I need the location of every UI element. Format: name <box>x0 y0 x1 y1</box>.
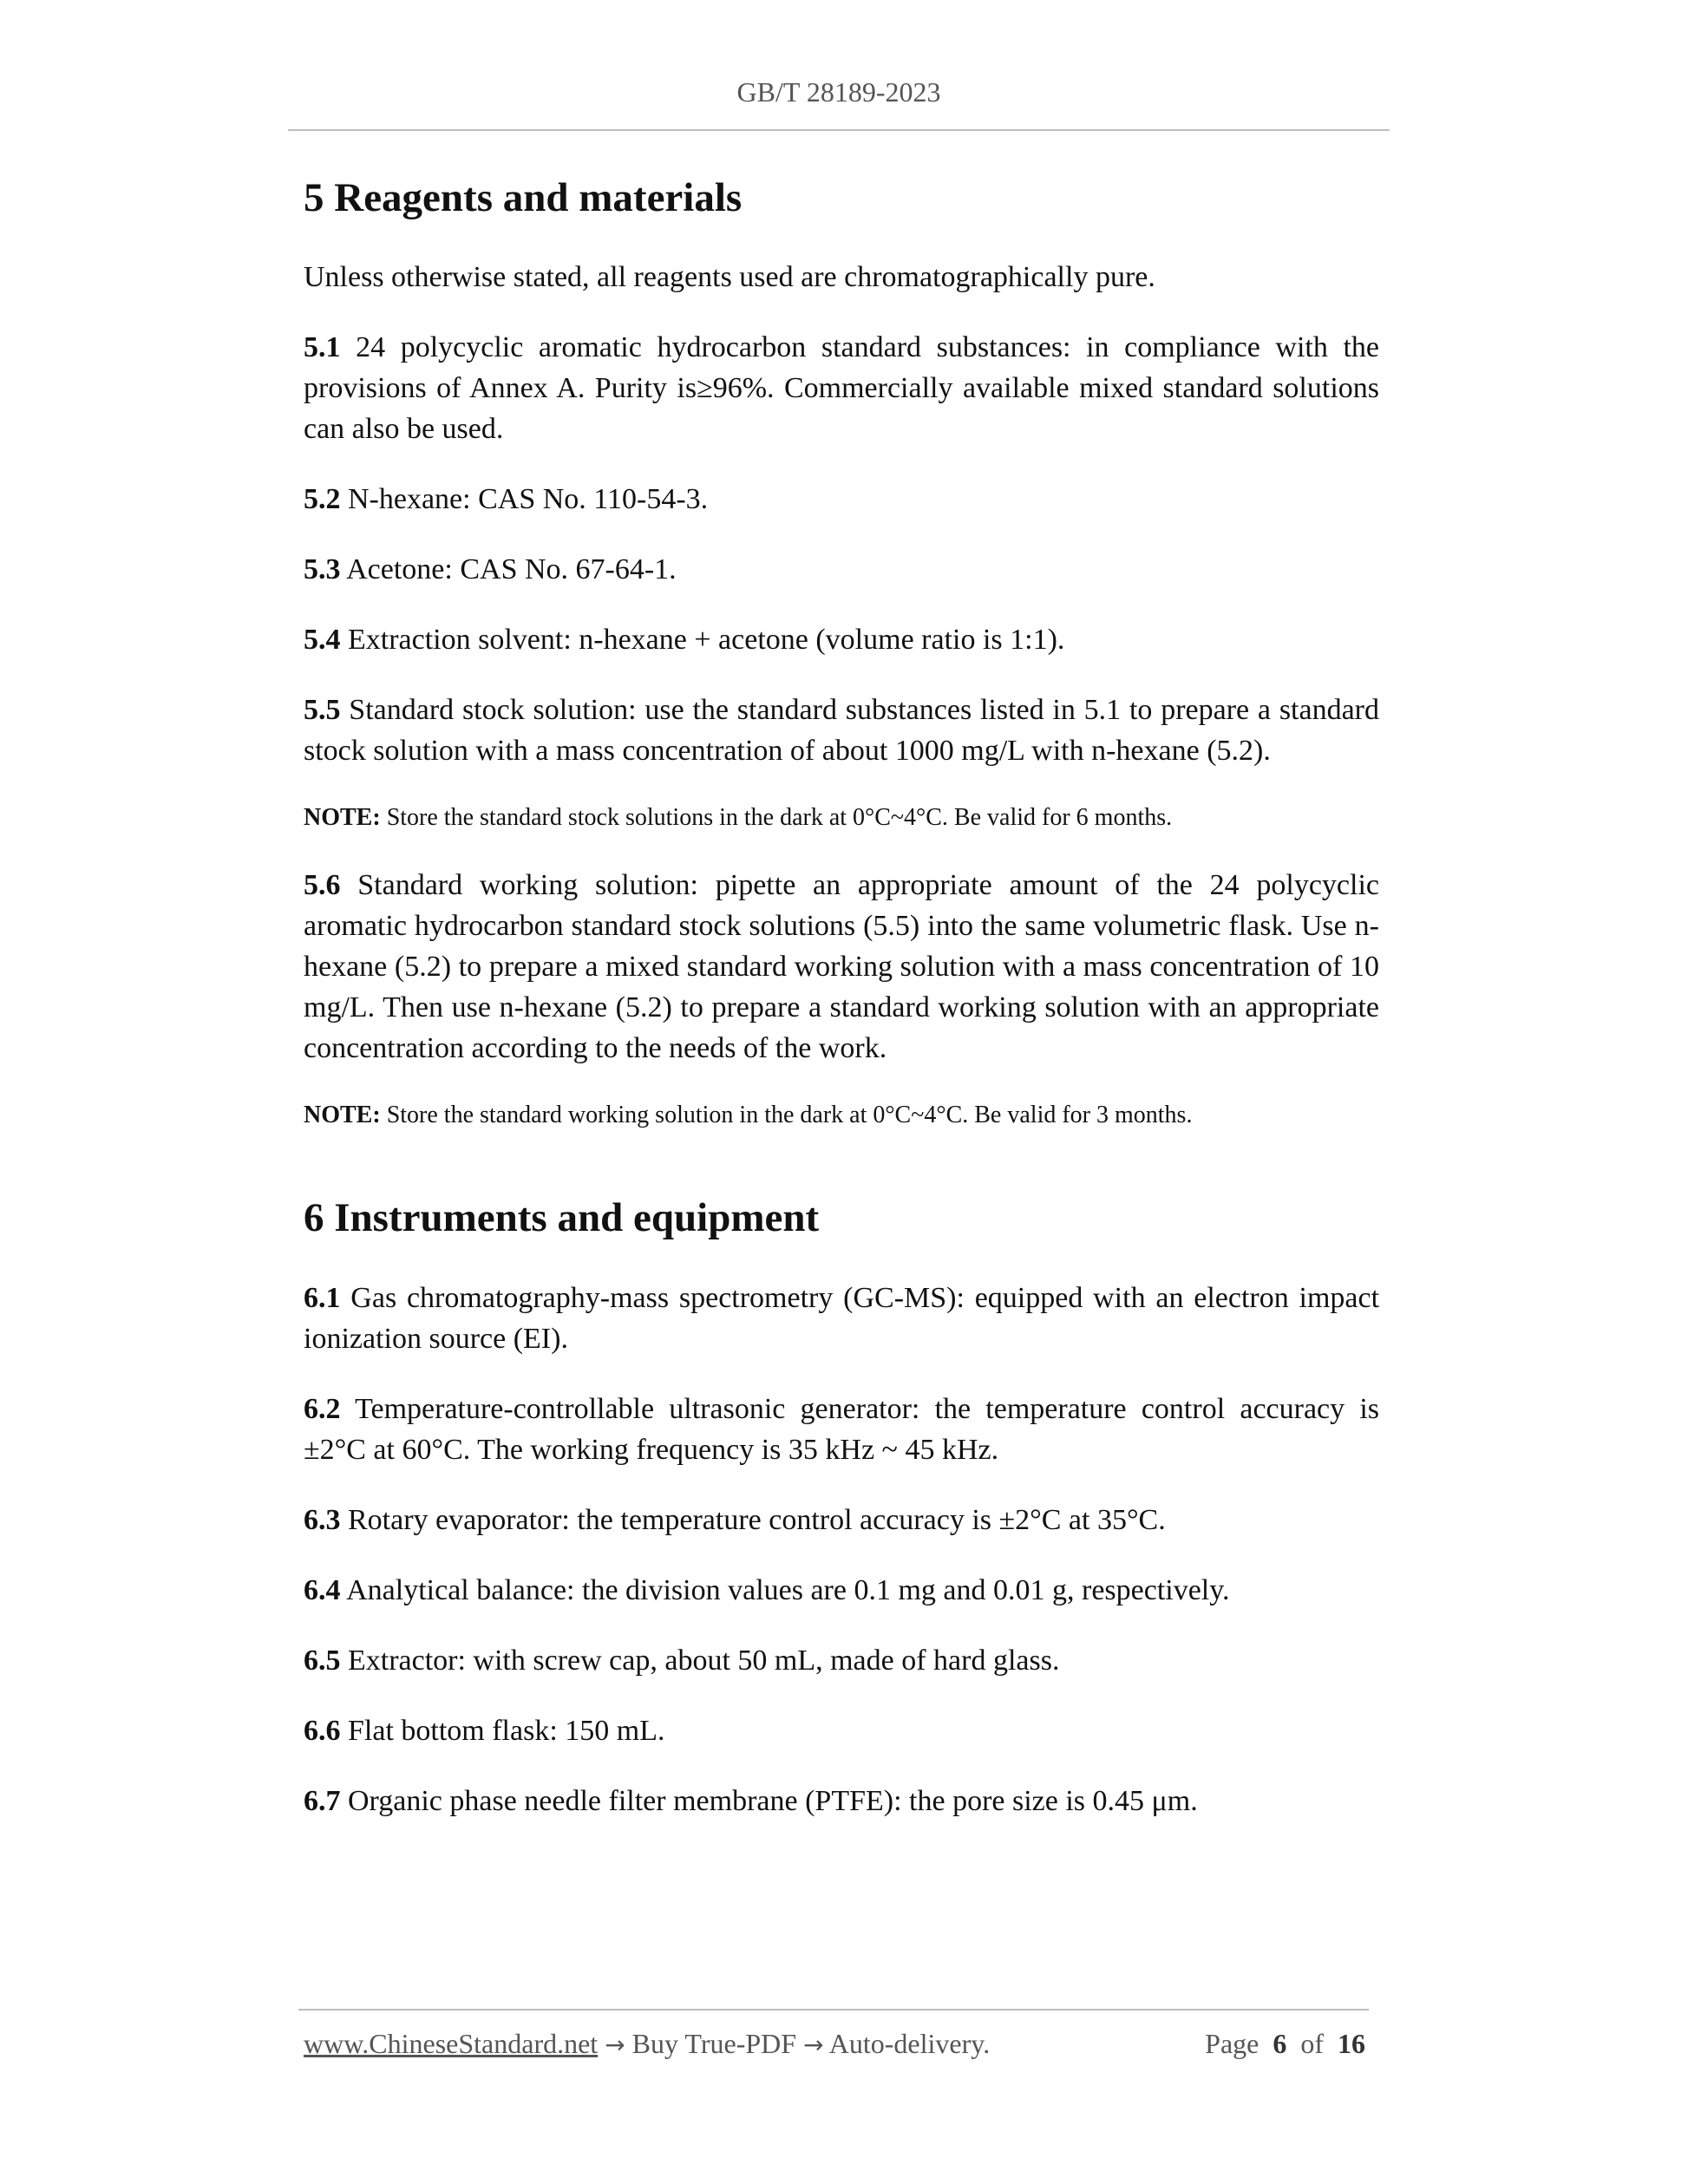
total-pages: 16 <box>1338 2028 1365 2059</box>
chinesestandard-link[interactable]: www.ChineseStandard.net <box>304 2028 599 2059</box>
clause-number: 5.6 <box>304 869 341 902</box>
clause-6-4 <box>304 1570 1379 1611</box>
page-word: Page <box>1205 2028 1259 2059</box>
clause-number: 6.1 <box>304 1281 341 1314</box>
clause-number: 5.2 <box>304 483 341 516</box>
clause-text: Flat bottom flask: 150 mL. <box>348 1714 665 1747</box>
section-5-heading: 5 Reagents and materials <box>304 175 743 220</box>
clause-text: Organic phase needle filter membrane (PTFE): the pore size is 0.45 μm. <box>348 1784 1198 1817</box>
arrow-right-icon: → <box>605 2030 625 2059</box>
clause-5-3 <box>304 549 1379 590</box>
clause-5-2 <box>304 479 1379 520</box>
note-label: NOTE: <box>304 1102 381 1129</box>
current-page: 6 <box>1273 2028 1287 2059</box>
clause-number: 6.3 <box>304 1503 341 1536</box>
clause-6-5 <box>304 1640 1379 1681</box>
clause-text: N-hexane: CAS No. 110-54-3. <box>348 483 709 516</box>
clause-6-3 <box>304 1500 1379 1540</box>
page-header-standard-code: GB/T 28189-2023 <box>736 76 941 108</box>
header-divider <box>288 129 1390 131</box>
clause-number: 5.5 <box>304 694 341 727</box>
clause-number: 5.4 <box>304 624 341 657</box>
page-footer <box>304 2028 1365 2060</box>
clause-text: 24 polycyclic aromatic hydrocarbon standard substances: in compliance with the provisions of Annex A. Purity is≥96%. Commercially available mixed standard solutions can also be used. <box>304 331 1380 446</box>
clause-5-4 <box>304 619 1379 660</box>
clause-text: Standard working solution: pipette an appropriate amount of the 24 polycyclic aromatic hydrocarbon standard stock solutions (5.5) into the same volumetric flask. Use n-hexane (5.2) to prepare a mixed standard working solution with a mass concentration of 10 mg/L. Then use n-hexane (5.2) to prepare a standard working solution with an appropriate concentration according to the needs of the work. <box>304 869 1379 1065</box>
note-text: Store the standard working solution in the dark at 0°C~4°C. Be valid for 3 months. <box>386 1102 1193 1129</box>
section-5-intro: Unless otherwise stated, all reagents used are chromatographically pure. <box>304 261 1155 294</box>
page-of: of <box>1300 2028 1324 2059</box>
buy-true-pdf-text: Buy True-PDF <box>631 2028 797 2059</box>
note-stock-solution <box>304 801 1379 835</box>
clause-number: 6.2 <box>304 1392 341 1425</box>
clause-text: Analytical balance: the division values are 0.1 mg and 0.01 g, respectively. <box>346 1573 1230 1606</box>
clause-number: 5.3 <box>304 553 341 586</box>
arrow-right-icon: → <box>803 2030 824 2059</box>
clause-number: 6.7 <box>304 1784 341 1817</box>
clause-text: Standard stock solution: use the standard substances listed in 5.1 to prepare a standard stock solution with a mass concentration of about 1000 mg/L with n-hexane (5.2). <box>304 694 1379 768</box>
clause-6-6 <box>304 1710 1379 1751</box>
document-body <box>304 173 1379 1821</box>
page-number <box>1205 2028 1365 2060</box>
clause-text: Gas chromatography-mass spectrometry (GC-MS): equipped with an electron impact ionization source (EI). <box>304 1281 1380 1355</box>
note-working-solution <box>304 1098 1379 1133</box>
section-6-heading: 6 Instruments and equipment <box>304 1195 820 1241</box>
clause-text: Rotary evaporator: the temperature control accuracy is ±2°C at 35°C. <box>348 1503 1166 1536</box>
clause-number: 6.6 <box>304 1714 341 1747</box>
clause-6-1 <box>304 1278 1379 1359</box>
clause-6-2 <box>304 1389 1379 1470</box>
clause-text: Temperature-controllable ultrasonic generator: the temperature control accuracy is ±2°C at 60°C. The working frequency is 35 kHz ~ 45 kHz. <box>304 1392 1379 1466</box>
clause-text: Extraction solvent: n-hexane + acetone (volume ratio is 1:1). <box>348 624 1065 657</box>
clause-5-5 <box>304 690 1379 771</box>
note-label: NOTE: <box>304 804 381 832</box>
clause-number: 5.1 <box>304 331 341 364</box>
clause-6-7 <box>304 1781 1379 1821</box>
clause-text: Extractor: with screw cap, about 50 mL, made of hard glass. <box>348 1644 1060 1677</box>
auto-delivery-text: Auto-delivery. <box>828 2028 991 2059</box>
clause-text: Acetone: CAS No. 67-64-1. <box>346 553 677 586</box>
clause-number: 6.4 <box>304 1573 341 1606</box>
clause-5-6 <box>304 865 1379 1069</box>
clause-number: 6.5 <box>304 1644 341 1677</box>
footer-promo <box>304 2028 990 2060</box>
clause-5-1 <box>304 327 1379 449</box>
footer-divider <box>298 2009 1369 2011</box>
note-text: Store the standard stock solutions in the dark at 0°C~4°C. Be valid for 6 months. <box>386 804 1173 832</box>
